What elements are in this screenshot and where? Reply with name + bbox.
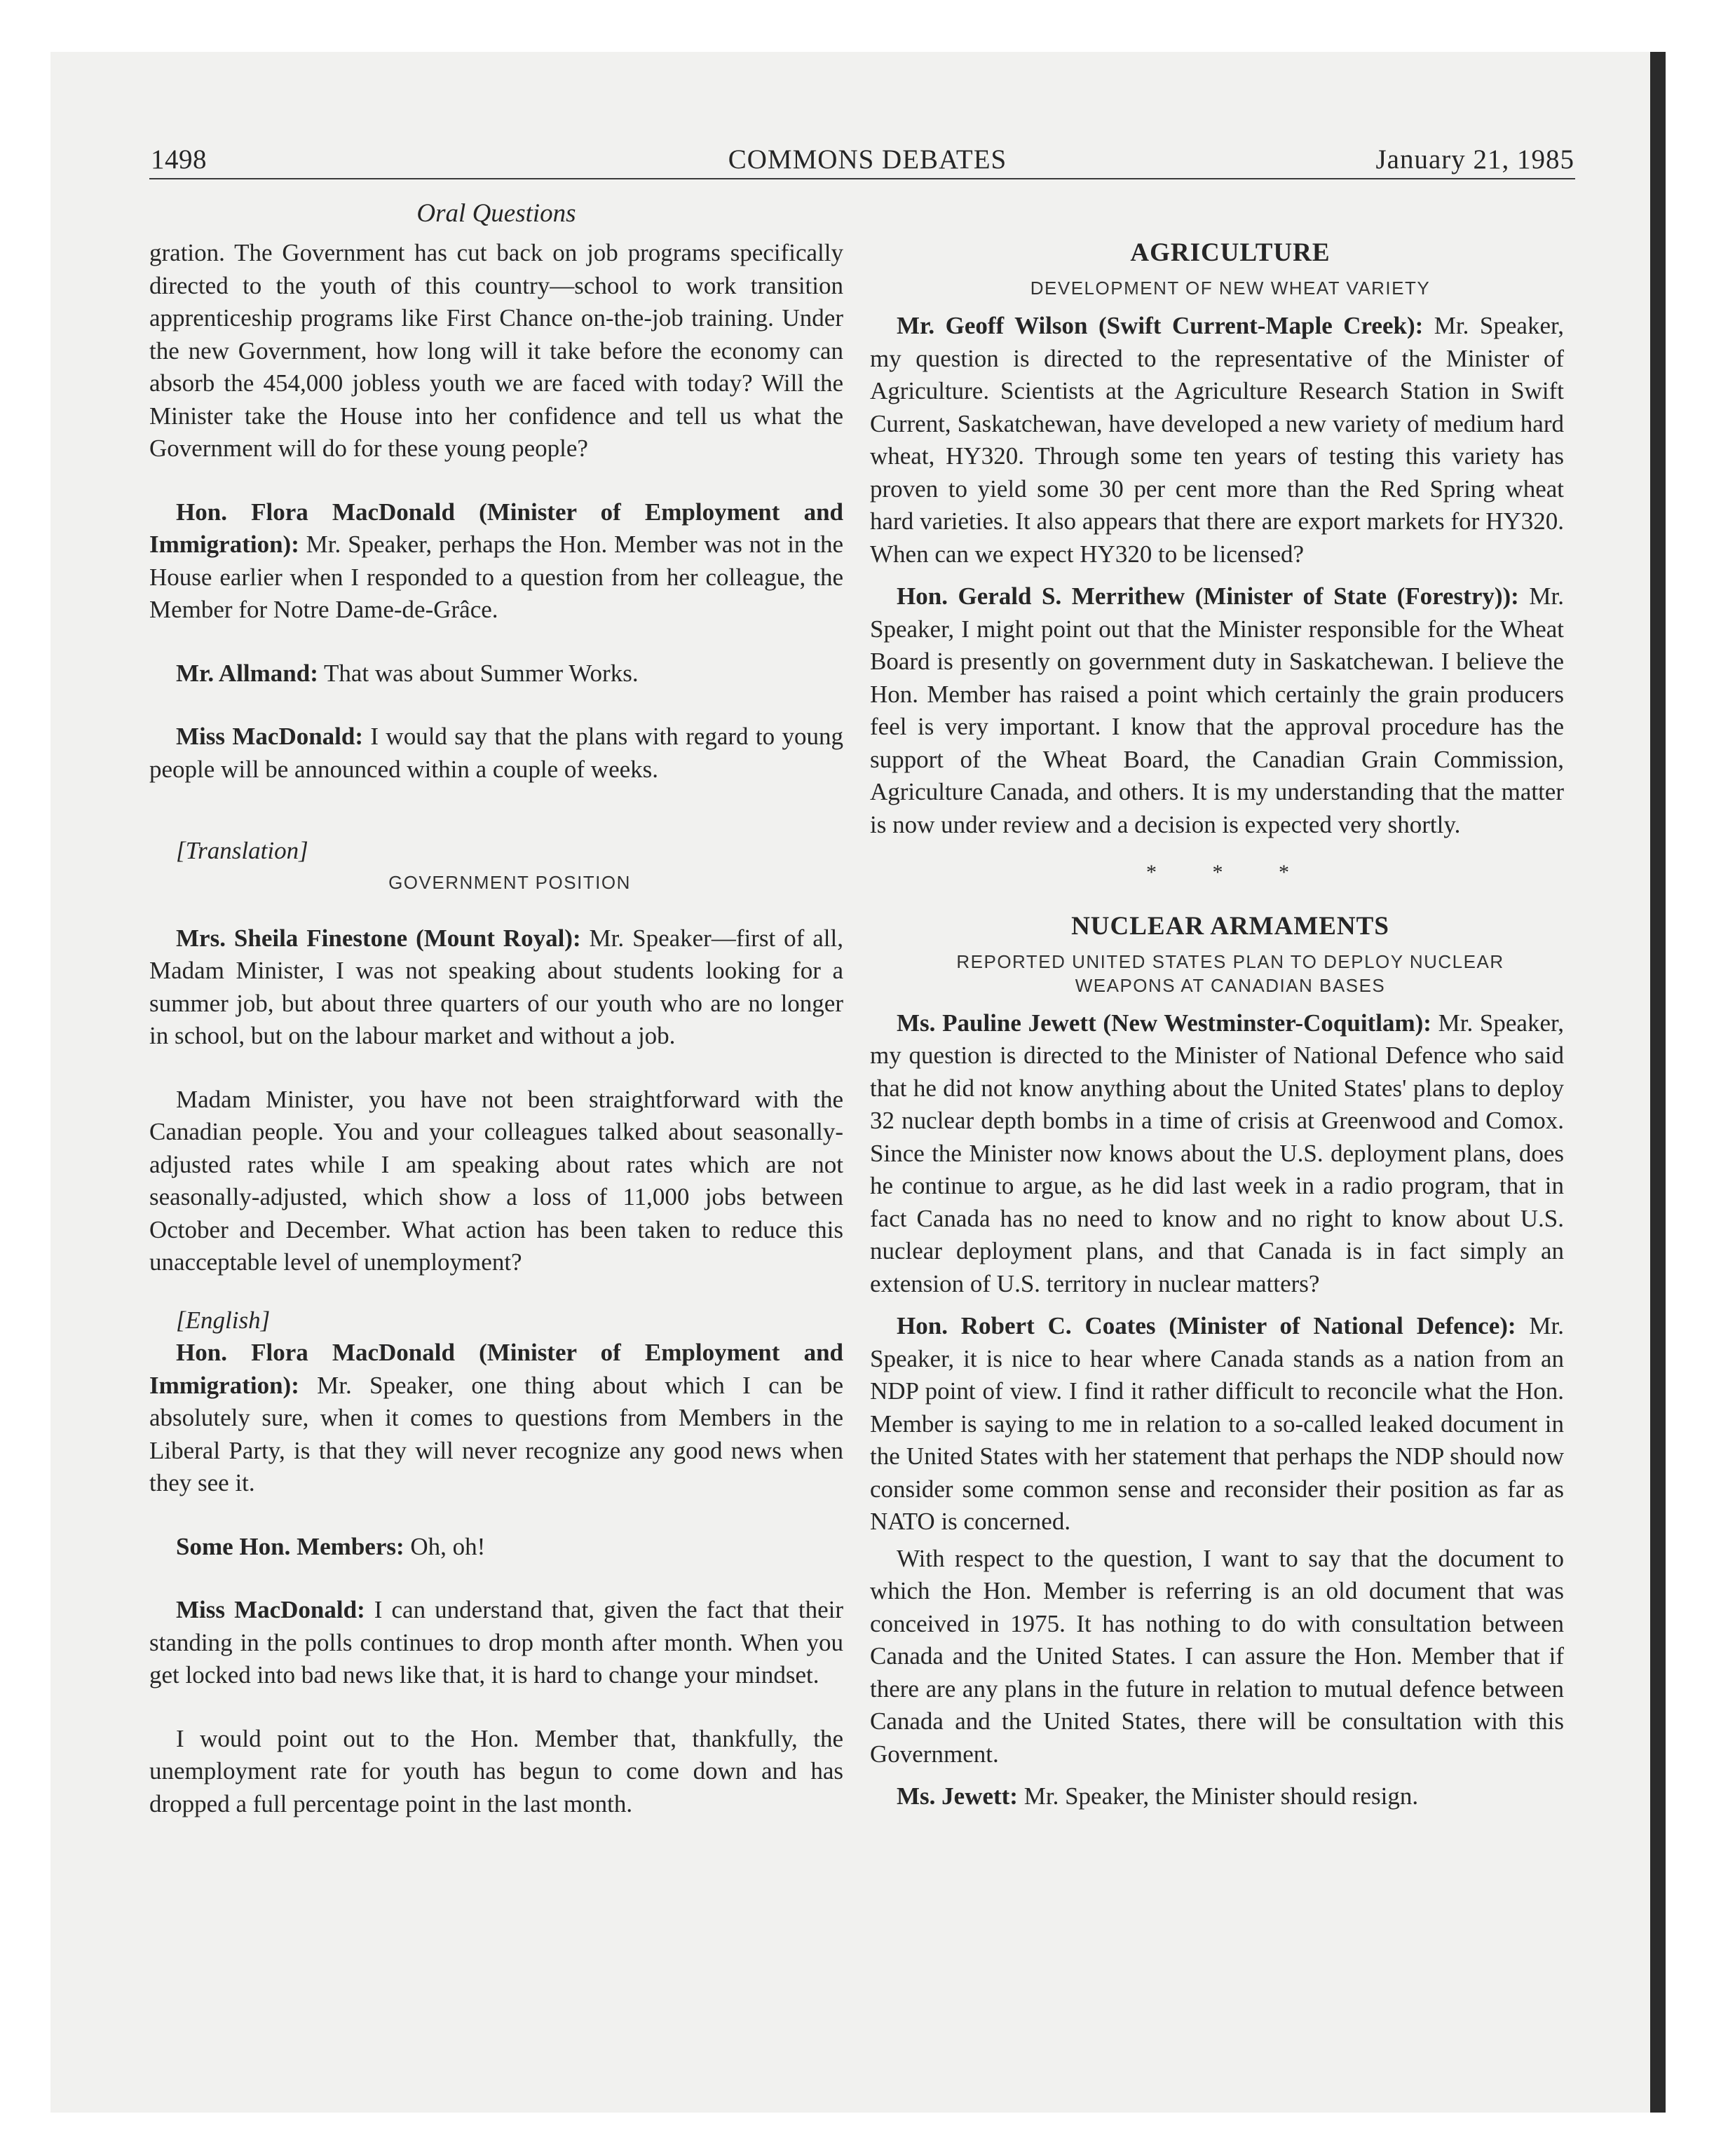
translation-tag: [Translation] bbox=[176, 837, 308, 864]
subheading-nuclear-line-1: REPORTED UNITED STATES PLAN TO DEPLOY NUCLEAR bbox=[956, 950, 1504, 972]
speech-paragraph bbox=[149, 721, 843, 786]
speaker-name: Hon. Robert C. Coates (Minister of National Defence): bbox=[897, 1312, 1516, 1339]
paragraph: Madam Minister, you have not been straightforward with the Canadian people. You and your colleagues talked about seasonally-adjusted rates while I am speaking about rates which are not seasonally-adjusted, which show a loss of 11,000 jobs between October and December. What action has been taken to reduce this unacceptable level of unemployment? bbox=[149, 1085, 843, 1276]
speech-text: Mr. Speaker, I might point out that the Minister responsible for the Wheat Board is presently on government duty in Saskatchewan. I believe the Hon. Member has raised a point which certainly the grain producers feel is very important. I know that the approval procedure has the support of the Wheat Board, the Canadian Grain Commission, Agriculture Canada, and others. It is my understanding that the matter is now under review and a decision is expected very shortly. bbox=[870, 582, 1564, 838]
speaker-name: Miss MacDonald: bbox=[176, 1596, 365, 1623]
speech-text: That was about Summer Works. bbox=[318, 659, 639, 687]
speech-text: Oh, oh! bbox=[404, 1532, 486, 1560]
subheading-government-position: GOVERNMENT POSITION bbox=[388, 871, 631, 893]
page-number: 1498 bbox=[151, 144, 207, 175]
speech-paragraph bbox=[149, 922, 843, 1053]
paragraph: With respect to the question, I want to say that the document to which the Hon. Member is referring is an old document that was conceived in 1975. It has nothing to do with consultation between Canada and the United States. I can assure the Hon. Member that if there are any plans in the future in relation to mutual defence between Canada and the United States, there will be consultation with this Government. bbox=[870, 1544, 1564, 1768]
speaker-name: Ms. Pauline Jewett (New Westminster-Coquitlam): bbox=[897, 1009, 1431, 1037]
scan-edge-bar bbox=[1650, 52, 1666, 2113]
speech-text: Mr. Speaker, the Minister should resign. bbox=[1017, 1782, 1419, 1810]
speech-text: Mr. Speaker, one thing about which I can be absolutely sure, when it comes to questions from Members in the Liberal Party, is that they will never recognize any good news when they see it. bbox=[149, 1371, 843, 1496]
header-rule bbox=[149, 178, 1575, 179]
speaker-name: Mr. Allmand: bbox=[176, 659, 318, 687]
running-title: COMMONS DEBATES bbox=[728, 144, 1007, 175]
speech-text: I would say that the plans with regard to young people will be announced within a couple of weeks. bbox=[149, 723, 843, 783]
speaker-name: Hon. Gerald S. Merrithew (Minister of State (Forestry)): bbox=[897, 582, 1519, 610]
speaker-name: Some Hon. Members: bbox=[176, 1532, 404, 1560]
section-label: Oral Questions bbox=[416, 199, 576, 228]
speaker-name: Hon. Flora MacDonald (Minister of Employment and Immigration): bbox=[149, 498, 843, 558]
speech-paragraph bbox=[149, 1594, 843, 1692]
speech-text: Mr. Speaker, my question is directed to the representative of the Minister of Agriculture. Scientists at the Agriculture Research Station in Swift Current, Saskatchewan, have developed a new variety of medium hard wheat, HY320. Through some ten years of testing this variety has proven to yield some 30 per cent more than the Red Spring wheat hard varieties. It also appears that there are export markets for HY320. When can we expect HY320 to be licensed? bbox=[870, 312, 1564, 568]
speech-text: Mr. Speaker, my question is directed to the Minister of National Defence who said that he did not know anything about the United States' plans to deploy 32 nuclear depth bombs in a time of crisis at Greenwood and Comox. Since the Minister now knows about the U.S. deployment plans, does he continue to argue, as he did last week in a radio program, that in fact Canada has no need to know and no right to know about U.S. nuclear deployment plans, and that Canada is in fact simply an extension of U.S. territory in nuclear matters? bbox=[870, 1009, 1564, 1297]
speech-paragraph bbox=[870, 1310, 1564, 1538]
right-column bbox=[870, 237, 1564, 1813]
speech-paragraph bbox=[149, 1531, 843, 1564]
speaker-name: Mr. Geoff Wilson (Swift Current-Maple Creek): bbox=[897, 312, 1424, 339]
speaker-name: Hon. Flora MacDonald (Minister of Employment and Immigration): bbox=[149, 1339, 843, 1399]
speech-text: Mr. Speaker, perhaps the Hon. Member was not in the House earlier when I responded to a question from her colleague, the Member for Notre Dame-de-Grâce. bbox=[149, 531, 843, 623]
issue-date: January 21, 1985 bbox=[1375, 144, 1574, 175]
paragraph: gration. The Government has cut back on job programs specifically directed to the youth of this country—school to work transition apprenticeship programs like First Chance on-the-job training. Under the new Government, how long will it take before the economy can absorb the 454,000 jobless youth we are faced with today? Will the Minister take the House into her confidence and tell us what the Government will do for these young people? bbox=[149, 239, 843, 462]
speaker-name: Mrs. Sheila Finestone (Mount Royal): bbox=[176, 924, 581, 952]
speech-paragraph bbox=[870, 580, 1564, 841]
subheading-wheat-variety: DEVELOPMENT OF NEW WHEAT VARIETY bbox=[1030, 278, 1431, 299]
speech-paragraph bbox=[870, 1007, 1564, 1301]
speech-text: Mr. Speaker—first of all, Madam Minister, I was not speaking about students looking for a summer job, but about three quarters of our youth who are no longer in school, but on the labour market and without a job. bbox=[149, 924, 843, 1049]
speaker-name: Ms. Jewett: bbox=[897, 1782, 1018, 1810]
subheading-nuclear-line-2: WEAPONS AT CANADIAN BASES bbox=[1075, 974, 1386, 996]
speech-text: I can understand that, given the fact that their standing in the polls continues to drop month after month. When you get locked into bad news like that, it is hard to change your mindset. bbox=[149, 1596, 843, 1688]
speech-paragraph bbox=[149, 1337, 843, 1500]
speech-paragraph bbox=[870, 1780, 1564, 1813]
heading-nuclear-armaments: NUCLEAR ARMAMENTS bbox=[1071, 911, 1389, 941]
speech-text: Mr. Speaker, it is nice to hear where Canada stands as a nation from an NDP point of view. I find it rather difficult to reconcile what the Hon. Member is saying to me in relation to a so-called leaked document in the United States with her statement that perhaps the NDP should now consider some common sense and reconsider their position as far as NATO is concerned. bbox=[870, 1312, 1564, 1535]
speech-paragraph bbox=[149, 496, 843, 627]
section-separator: * * * bbox=[1146, 861, 1314, 884]
speech-paragraph bbox=[149, 657, 843, 690]
paragraph: I would point out to the Hon. Member that, thankfully, the unemployment rate for youth has begun to come down and has dropped a full percentage point in the last month. bbox=[149, 1724, 843, 1817]
left-column bbox=[149, 237, 843, 1820]
speech-paragraph bbox=[870, 310, 1564, 571]
english-tag: [English] bbox=[176, 1306, 271, 1334]
speaker-name: Miss MacDonald: bbox=[176, 723, 364, 750]
heading-agriculture: AGRICULTURE bbox=[1130, 238, 1331, 267]
